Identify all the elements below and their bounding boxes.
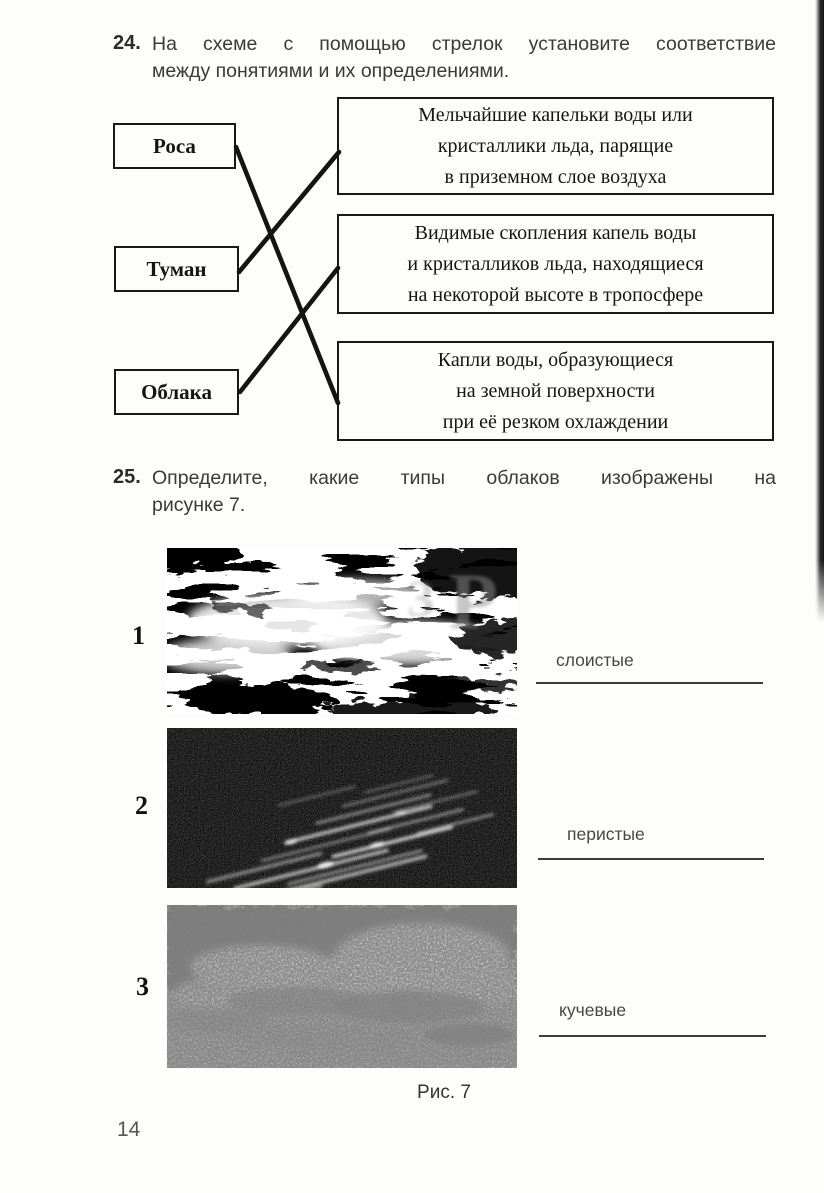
page-gutter-shadow xyxy=(815,0,824,622)
cumulus-clouds-photo xyxy=(167,905,517,1068)
svg-text:Р: Р xyxy=(449,558,498,646)
definition-line: кристаллики льда, парящие xyxy=(437,134,674,157)
term-box-tuman xyxy=(114,246,239,292)
definition-line: Видимые скопления капель воды xyxy=(414,221,697,244)
definition-box-2 xyxy=(337,214,774,314)
match-line-rosa-to-def3 xyxy=(236,147,338,403)
task-25-number: 25. xyxy=(113,466,141,488)
definition-line: на некоторой высоте в тропосфере xyxy=(407,283,704,306)
match-line-oblaka-to-def2 xyxy=(240,268,338,392)
term-box-rosa xyxy=(113,123,236,169)
task-25-header xyxy=(113,465,776,519)
term-label: Роса xyxy=(153,133,196,158)
definition-line: при её резком охлаждении xyxy=(442,410,669,433)
task-25-text-line1: Определите, какие типы облаков изображены на xyxy=(152,467,776,489)
cloud-label-stratus: слоистые xyxy=(556,650,634,670)
term-label: Облака xyxy=(141,379,212,404)
task-24-header xyxy=(113,31,776,85)
cloud-label-cirrus: перистые xyxy=(567,824,645,844)
svg-text:З: З xyxy=(407,571,435,628)
photo-3-number: 3 xyxy=(136,972,149,1001)
cirrus-clouds-photo xyxy=(167,728,517,888)
photo-1-number: 1 xyxy=(132,621,145,650)
task-24-text-line2: между понятиями и их определениями. xyxy=(152,60,510,82)
task-24-number: 24. xyxy=(113,32,141,54)
definition-line: на земной поверхности xyxy=(456,379,655,402)
term-label: Туман xyxy=(146,256,207,281)
definition-line: Капли воды, образующиеся xyxy=(437,348,674,371)
answer-line-3 xyxy=(539,1035,766,1037)
definition-line: и кристалликов льда, находящиеся xyxy=(407,252,704,275)
answer-line-2 xyxy=(538,858,764,860)
task-25-text-line2: рисунке 7. xyxy=(152,494,246,516)
answer-line-1 xyxy=(536,682,763,684)
page-number: 14 xyxy=(117,1118,141,1141)
definition-line: в приземном слое воздуха xyxy=(444,165,667,188)
match-line-tuman-to-def1 xyxy=(239,152,339,272)
cloud-label-cumulus: кучевые xyxy=(559,1000,627,1020)
task-24-text-line1: На схеме с помощью стрелок установите соответствие xyxy=(152,33,776,55)
definition-line: Мельчайшие капельки воды или xyxy=(418,103,693,126)
stratus-clouds-photo xyxy=(167,548,517,714)
term-box-oblaka xyxy=(114,369,239,415)
figure-caption: Рис. 7 xyxy=(417,1082,471,1103)
definition-box-3 xyxy=(337,341,774,441)
definition-box-1 xyxy=(337,97,774,195)
photo-2-number: 2 xyxy=(135,791,148,820)
